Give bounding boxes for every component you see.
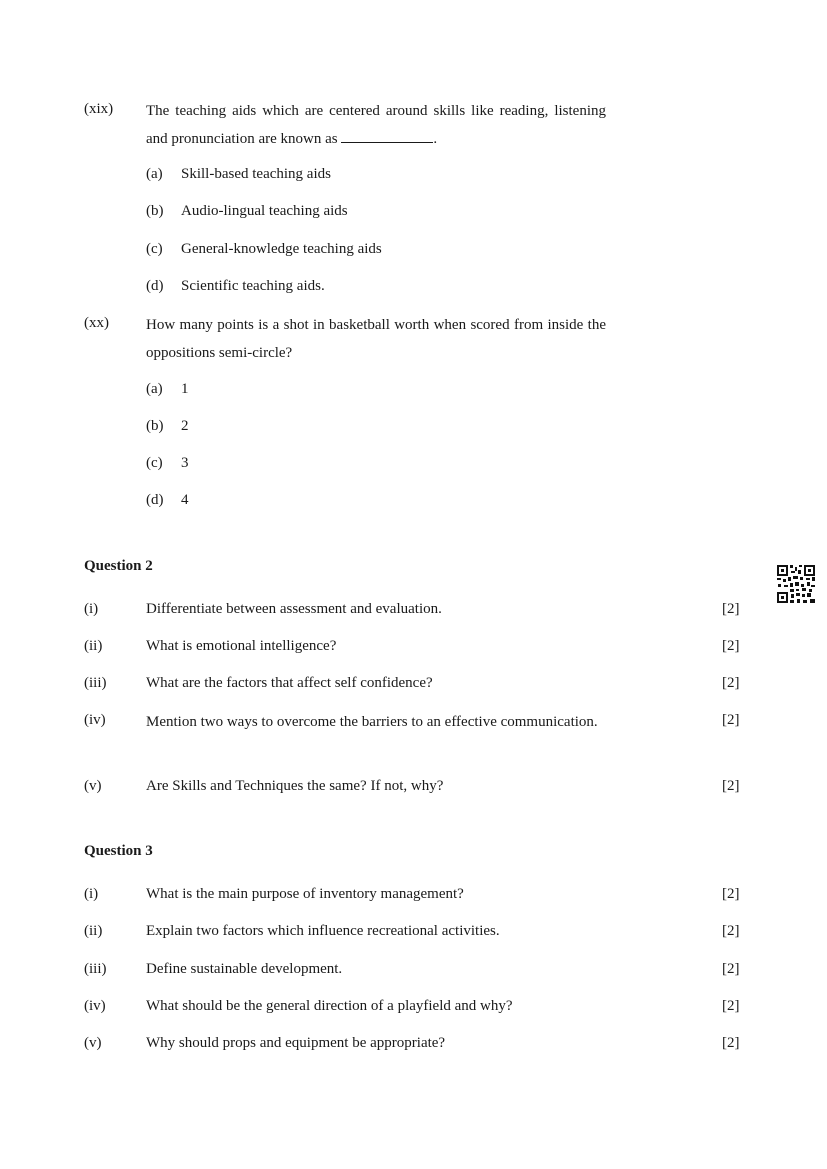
question-number: (i) xyxy=(84,886,99,902)
marks-label: [2] xyxy=(722,886,740,902)
section-heading: Question 2 xyxy=(84,558,153,574)
option-letter: (d) xyxy=(146,492,164,508)
option-text: 1 xyxy=(181,381,189,397)
marks-label: [2] xyxy=(722,675,740,691)
option-letter: (d) xyxy=(146,278,164,294)
option-letter: (a) xyxy=(146,166,163,182)
question-text: Differentiate between assessment and evaluation. xyxy=(146,601,442,617)
marks-label: [2] xyxy=(722,923,740,939)
option-text: Audio-lingual teaching aids xyxy=(181,203,348,219)
option-letter: (a) xyxy=(146,381,163,397)
question-text: Explain two factors which influence recreational activities. xyxy=(146,923,500,939)
option-text: Skill-based teaching aids xyxy=(181,166,331,182)
marks-label: [2] xyxy=(722,712,740,728)
question-text: What is the main purpose of inventory management? xyxy=(146,886,464,902)
question-text: How many points is a shot in basketball worth when scored from inside the oppositions semi-circle? xyxy=(146,317,606,361)
question-text: Mention two ways to overcome the barriers to an effective communication. xyxy=(146,714,598,730)
option-text: 4 xyxy=(181,492,189,508)
marks-label: [2] xyxy=(722,601,740,617)
section-heading: Question 3 xyxy=(84,843,153,859)
option-letter: (b) xyxy=(146,203,164,219)
option-letter: (b) xyxy=(146,418,164,434)
marks-label: [2] xyxy=(722,961,740,977)
question-text: Why should props and equipment be appropriate? xyxy=(146,1035,446,1051)
question-number: (ii) xyxy=(84,638,103,654)
question-number: (xx) xyxy=(84,315,109,331)
question-text: What should be the general direction of a playfield and why? xyxy=(146,998,513,1014)
qr-code xyxy=(776,564,816,604)
option-text: 2 xyxy=(181,418,189,434)
question-number: (xix) xyxy=(84,101,114,117)
question-text-part: The teaching aids which are centered around skills like reading, listening and pronunciation are known as xyxy=(146,103,606,147)
answer-blank xyxy=(341,128,433,143)
marks-label: [2] xyxy=(722,638,740,654)
question-text: What is emotional intelligence? xyxy=(146,638,337,654)
marks-label: [2] xyxy=(722,1035,740,1051)
question-number: (iii) xyxy=(84,961,107,977)
question-text: What are the factors that affect self confidence? xyxy=(146,675,433,691)
question-number: (ii) xyxy=(84,923,103,939)
question-text xyxy=(146,97,606,153)
question-number: (iv) xyxy=(84,998,106,1014)
option-text: Scientific teaching aids. xyxy=(181,278,325,294)
question-text-end: . xyxy=(433,131,438,147)
question-number: (v) xyxy=(84,1035,102,1051)
marks-label: [2] xyxy=(722,998,740,1014)
question-text: Define sustainable development. xyxy=(146,961,343,977)
marks-label: [2] xyxy=(722,778,740,794)
question-number: (v) xyxy=(84,778,102,794)
question-number: (iii) xyxy=(84,675,107,691)
question-number: (iv) xyxy=(84,712,106,728)
option-letter: (c) xyxy=(146,241,163,257)
option-letter: (c) xyxy=(146,455,163,471)
option-text: General-knowledge teaching aids xyxy=(181,241,382,257)
question-number: (i) xyxy=(84,601,99,617)
question-text: Are Skills and Techniques the same? If not, why? xyxy=(146,778,444,794)
option-text: 3 xyxy=(181,455,189,471)
